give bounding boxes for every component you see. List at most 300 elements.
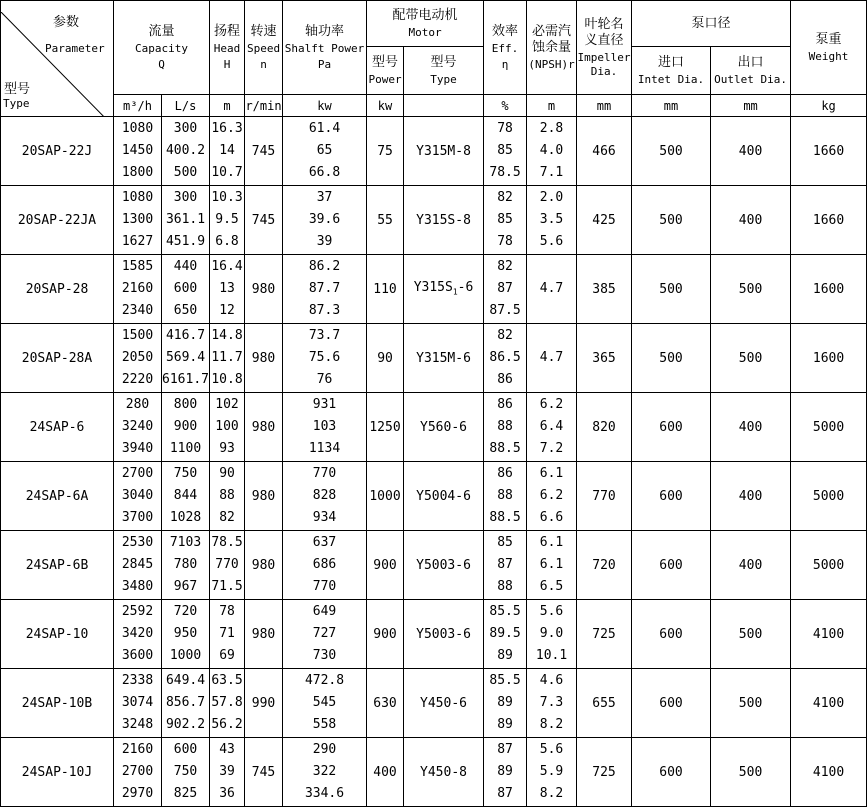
- capacity-ls-cell-value: 902.2: [165, 717, 206, 732]
- capacity-m3h-cell-value: 3420: [121, 626, 154, 641]
- table-row: [1, 600, 867, 669]
- npsh-cell-value: 6.1: [539, 466, 564, 481]
- head-cell-value: 78: [219, 604, 235, 619]
- head-cell: [210, 669, 245, 738]
- head-cell: [210, 600, 245, 669]
- weight-cell: 1660: [791, 186, 867, 255]
- head-cell-value: 78.5: [211, 535, 243, 550]
- capacity-ls-cell: [162, 531, 210, 600]
- npsh-cell-value: 4.7: [539, 350, 564, 365]
- outlet-cell: 400: [711, 462, 791, 531]
- npsh-cell-value: 6.2: [539, 397, 564, 412]
- shaft-power-cell: [283, 117, 367, 186]
- motor-type-cell: Y5004-6: [404, 462, 484, 531]
- speed-cell: 745: [245, 738, 283, 807]
- model-cell: 24SAP-6B: [1, 531, 114, 600]
- efficiency-cell-value: 85.5: [489, 673, 521, 688]
- inlet-cell: 600: [632, 738, 711, 807]
- npsh-cell: [527, 393, 577, 462]
- head-cell-value: 10.8: [211, 372, 243, 387]
- shaft-power-cell-value: 37: [316, 190, 333, 205]
- shaft-power-cell: [283, 324, 367, 393]
- capacity-m3h-cell: [114, 324, 162, 393]
- model-cell: 20SAP-28A: [1, 324, 114, 393]
- npsh-cell-value: 8.2: [539, 786, 564, 801]
- impeller-header: [577, 1, 632, 95]
- weight-cell: 1600: [791, 255, 867, 324]
- capacity-m3h-cell-value: 1450: [121, 143, 154, 158]
- table-row: [1, 531, 867, 600]
- efficiency-cell-value: 89.5: [489, 626, 521, 641]
- motor-type-cell: Y5003-6: [404, 600, 484, 669]
- port-header: [632, 1, 791, 47]
- model-cell: 20SAP-28: [1, 255, 114, 324]
- unit-outlet: mm: [711, 95, 791, 117]
- impeller-cell: 720: [577, 531, 632, 600]
- efficiency-cell: [484, 600, 527, 669]
- inlet-cell: 600: [632, 462, 711, 531]
- motor-type-cell: Y560-6: [404, 393, 484, 462]
- shaft-power-cell-value: 686: [312, 557, 337, 572]
- efficiency-cell-value: 78.5: [489, 165, 521, 180]
- speed-cell: 980: [245, 255, 283, 324]
- head-cell-value: 9.5: [215, 212, 239, 227]
- table-row: [1, 186, 867, 255]
- head-cell-value: 14.8: [211, 328, 243, 343]
- capacity-m3h-cell-value: 1080: [121, 121, 154, 136]
- head-en: Head: [213, 42, 241, 55]
- shaft-power-cell-value: 558: [312, 717, 337, 732]
- capacity-ls-cell-value: 800: [173, 397, 198, 412]
- capacity-ls-cell-value: 569.4: [165, 350, 206, 365]
- head-cell-value: 102: [215, 397, 239, 412]
- weight-en: Weight: [808, 50, 849, 63]
- power-header: [283, 1, 367, 95]
- power-zh: 轴功率: [305, 24, 345, 39]
- head-cell-value: 14: [219, 143, 235, 158]
- capacity-m3h-cell-value: 2700: [121, 764, 154, 779]
- head-cell-value: 93: [219, 441, 235, 456]
- capacity-ls-cell: [162, 117, 210, 186]
- shaft-power-cell-value: 39: [316, 234, 333, 249]
- capacity-ls-cell-value: 500: [173, 165, 198, 180]
- speed-cell: 980: [245, 531, 283, 600]
- npsh-zh1: 必需汽: [532, 24, 572, 39]
- inlet-header: [632, 47, 711, 95]
- capacity-ls-cell-value: 844: [173, 488, 198, 503]
- efficiency-cell-value: 85: [497, 535, 513, 550]
- shaft-power-cell-value: 87.3: [308, 303, 341, 318]
- efficiency-cell: [484, 255, 527, 324]
- npsh-cell-value: 7.2: [539, 441, 564, 456]
- npsh-cell-value: 5.9: [539, 764, 564, 779]
- table-row: [1, 117, 867, 186]
- efficiency-cell-value: 85: [497, 212, 513, 227]
- capacity-ls-cell: [162, 393, 210, 462]
- motor-power-cell: 55: [367, 186, 404, 255]
- model-label-en: Type: [3, 97, 30, 110]
- capacity-ls-cell-value: 720: [173, 604, 198, 619]
- outlet-cell: 500: [711, 669, 791, 738]
- head-cell-value: 71: [219, 626, 235, 641]
- weight-cell: 1600: [791, 324, 867, 393]
- head-cell-value: 57.8: [211, 695, 243, 710]
- capacity-ls-cell: [162, 600, 210, 669]
- npsh-cell: [527, 255, 577, 324]
- npsh-cell-value: 10.1: [535, 648, 568, 663]
- impeller-cell: 725: [577, 600, 632, 669]
- outlet-cell: 400: [711, 117, 791, 186]
- head-sym: H: [223, 58, 231, 71]
- model-label-zh: 型号: [4, 81, 31, 97]
- capacity-ls-cell-value: 650: [173, 303, 198, 318]
- capacity-m3h-cell: [114, 531, 162, 600]
- impeller-zh1: 叶轮名: [584, 17, 624, 32]
- inlet-cell: 600: [632, 531, 711, 600]
- efficiency-cell-value: 86: [497, 466, 513, 481]
- outlet-cell: 400: [711, 186, 791, 255]
- efficiency-cell-value: 86: [497, 397, 513, 412]
- npsh-cell-value: [527, 326, 576, 346]
- shaft-power-cell: [283, 186, 367, 255]
- power-en: Shalft Power: [284, 42, 365, 55]
- table-row: [1, 738, 867, 807]
- shaft-power-cell-value: 727: [312, 626, 337, 641]
- shaft-power-cell-value: 103: [312, 419, 337, 434]
- speed-cell: 980: [245, 462, 283, 531]
- eff-zh: 效率: [492, 24, 519, 39]
- npsh-cell: [527, 462, 577, 531]
- capacity-m3h-cell-value: 2530: [121, 535, 154, 550]
- outlet-cell: 500: [711, 738, 791, 807]
- motor-power-cell: 630: [367, 669, 404, 738]
- npsh-cell-value: 6.1: [539, 535, 564, 550]
- unit-weight: kg: [791, 95, 867, 117]
- outlet-zh: 出口: [737, 55, 764, 70]
- npsh-cell-value: 5.6: [539, 742, 564, 757]
- motor-power-cell: 90: [367, 324, 404, 393]
- outlet-en: Outlet Dia.: [714, 73, 787, 86]
- motor-power-cell: 75: [367, 117, 404, 186]
- inlet-cell: 600: [632, 393, 711, 462]
- efficiency-cell-value: 87: [497, 557, 513, 572]
- eff-sym: η: [501, 58, 509, 71]
- efficiency-cell: [484, 393, 527, 462]
- shaft-power-cell-value: 770: [312, 579, 337, 594]
- capacity-ls-cell-value: 1028: [169, 510, 202, 525]
- shaft-power-cell-value: 934: [312, 510, 337, 525]
- capacity-header: [114, 1, 210, 95]
- head-cell-value: 71.5: [211, 579, 243, 594]
- motor-power-cell: 110: [367, 255, 404, 324]
- capacity-ls-cell-value: 361.1: [165, 212, 206, 227]
- efficiency-cell: [484, 738, 527, 807]
- table-row: [1, 393, 867, 462]
- capacity-m3h-cell-value: 2700: [121, 466, 154, 481]
- speed-cell: 980: [245, 600, 283, 669]
- capacity-ls-cell-value: 780: [173, 557, 198, 572]
- model-cell: 20SAP-22JA: [1, 186, 114, 255]
- npsh-cell-value: 5.6: [539, 604, 564, 619]
- weight-cell: 5000: [791, 393, 867, 462]
- speed-cell: 980: [245, 393, 283, 462]
- impeller-cell: 655: [577, 669, 632, 738]
- motor-zh: 配带电动机: [392, 8, 458, 23]
- shaft-power-cell-value: 65: [316, 143, 333, 158]
- model-cell: 24SAP-10B: [1, 669, 114, 738]
- shaft-power-cell-value: 86.2: [308, 259, 341, 274]
- speed-cell: 745: [245, 117, 283, 186]
- shaft-power-cell: [283, 462, 367, 531]
- capacity-m3h-cell-value: 2338: [121, 673, 154, 688]
- efficiency-cell: [484, 462, 527, 531]
- head-cell: [210, 393, 245, 462]
- npsh-cell-value: 5.6: [539, 234, 564, 249]
- unit-impeller: mm: [577, 95, 632, 117]
- head-cell-value: 10.7: [211, 165, 243, 180]
- capacity-m3h-cell-value: 2050: [121, 350, 154, 365]
- capacity-m3h-cell-value: 3040: [121, 488, 154, 503]
- capacity-ls-cell-value: 856.7: [165, 695, 206, 710]
- param-label-zh: 参数: [53, 14, 80, 30]
- capacity-ls-cell-value: 1100: [169, 441, 202, 456]
- capacity-ls-cell-value: 440: [173, 259, 198, 274]
- capacity-m3h-cell: [114, 669, 162, 738]
- npsh-cell-value: [527, 257, 576, 277]
- efficiency-cell-value: 87.5: [489, 303, 521, 318]
- power-sym: Pa: [317, 58, 332, 71]
- capacity-m3h-cell: [114, 117, 162, 186]
- efficiency-cell: [484, 117, 527, 186]
- npsh-zh2: 蚀余量: [532, 40, 572, 55]
- npsh-cell-value: 6.6: [539, 510, 564, 525]
- capacity-sym: Q: [158, 58, 165, 71]
- weight-header: [791, 1, 867, 95]
- npsh-cell: [527, 738, 577, 807]
- head-cell-value: 43: [219, 742, 235, 757]
- shaft-power-cell-value: 1134: [308, 441, 341, 456]
- efficiency-cell-value: 87: [497, 786, 513, 801]
- shaft-power-cell: [283, 738, 367, 807]
- efficiency-cell-value: 88.5: [489, 441, 521, 456]
- speed-sym: n: [260, 58, 267, 71]
- outlet-cell: 500: [711, 324, 791, 393]
- npsh-cell: [527, 117, 577, 186]
- capacity-m3h-cell: [114, 738, 162, 807]
- head-cell: [210, 255, 245, 324]
- capacity-ls-cell: [162, 324, 210, 393]
- impeller-cell: 770: [577, 462, 632, 531]
- npsh-cell-value: 6.1: [539, 557, 564, 572]
- motor-power-en: Power: [368, 73, 402, 86]
- weight-zh: 泵重: [815, 32, 842, 47]
- efficiency-cell-value: 82: [497, 259, 513, 274]
- model-cell: 24SAP-6: [1, 393, 114, 462]
- npsh-en: (NPSH)r: [528, 58, 575, 71]
- efficiency-cell-value: 86.5: [489, 350, 521, 365]
- motor-type-header: [404, 47, 484, 95]
- head-cell-value: 69: [219, 648, 235, 663]
- impeller-en2: Dia.: [590, 65, 618, 78]
- capacity-zh: 流量: [148, 24, 175, 39]
- motor-type-cell: Y315M-6: [404, 324, 484, 393]
- motor-power-cell: 900: [367, 531, 404, 600]
- outlet-header: [711, 47, 791, 95]
- capacity-ls-cell-value: 649.4: [165, 673, 206, 688]
- efficiency-cell: [484, 669, 527, 738]
- capacity-m3h-cell-value: 3480: [121, 579, 154, 594]
- npsh-cell: [527, 186, 577, 255]
- unit-inlet: mm: [632, 95, 711, 117]
- speed-cell: 980: [245, 324, 283, 393]
- motor-type-cell: $Y315S_1-6$: [404, 255, 484, 324]
- capacity-ls-cell-value: 7103: [169, 535, 202, 550]
- capacity-m3h-cell-value: 2160: [121, 742, 154, 757]
- head-cell-value: 6.8: [215, 234, 239, 249]
- model-cell: 24SAP-10: [1, 600, 114, 669]
- capacity-ls-cell: [162, 462, 210, 531]
- motor-power-cell: 900: [367, 600, 404, 669]
- npsh-cell-value: [527, 301, 576, 321]
- speed-header: [245, 1, 283, 95]
- capacity-en: Capacity: [135, 42, 188, 55]
- capacity-ls-cell-value: 825: [173, 786, 198, 801]
- shaft-power-cell-value: 472.8: [304, 673, 345, 688]
- capacity-ls-cell-value: 300: [173, 121, 198, 136]
- motor-header: [367, 1, 484, 47]
- efficiency-cell-value: 89: [497, 648, 513, 663]
- head-cell: [210, 738, 245, 807]
- npsh-cell-value: 3.5: [539, 212, 564, 227]
- motor-type-cell: Y450-8: [404, 738, 484, 807]
- head-cell-value: 13: [219, 281, 235, 296]
- head-cell-value: 82: [219, 510, 235, 525]
- capacity-ls-cell-value: 1000: [169, 648, 202, 663]
- npsh-cell-value: [527, 370, 576, 390]
- shaft-power-cell-value: 39.6: [308, 212, 341, 227]
- capacity-ls-cell-value: 600: [173, 281, 198, 296]
- shaft-power-cell-value: 61.4: [308, 121, 341, 136]
- efficiency-cell-value: 88: [497, 419, 513, 434]
- efficiency-cell-value: 89: [497, 717, 513, 732]
- head-cell: [210, 462, 245, 531]
- shaft-power-cell-value: 931: [312, 397, 337, 412]
- capacity-m3h-cell-value: 1627: [121, 234, 154, 249]
- npsh-cell-value: 6.4: [539, 419, 564, 434]
- weight-cell: 4100: [791, 669, 867, 738]
- motor-power-header: [367, 47, 404, 95]
- efficiency-cell-value: 88: [497, 579, 513, 594]
- motor-power-cell: 1000: [367, 462, 404, 531]
- impeller-cell: 385: [577, 255, 632, 324]
- npsh-cell-value: 2.8: [539, 121, 564, 136]
- motor-power-cell: 1250: [367, 393, 404, 462]
- capacity-m3h-cell-value: 3248: [121, 717, 154, 732]
- head-cell: [210, 117, 245, 186]
- capacity-ls-cell-value: 300: [173, 190, 198, 205]
- shaft-power-cell-value: 730: [312, 648, 337, 663]
- head-cell-value: 12: [219, 303, 235, 318]
- eff-en: Eff.: [491, 42, 519, 55]
- motor-type-cell: Y450-6: [404, 669, 484, 738]
- outlet-cell: 500: [711, 255, 791, 324]
- shaft-power-cell: [283, 669, 367, 738]
- head-cell-value: 90: [219, 466, 235, 481]
- capacity-m3h-cell-value: 2220: [121, 372, 154, 387]
- shaft-power-cell-value: 73.7: [308, 328, 341, 343]
- npsh-cell-value: 2.0: [539, 190, 564, 205]
- motor-type-cell: Y5003-6: [404, 531, 484, 600]
- capacity-m3h-cell-value: 1080: [121, 190, 154, 205]
- capacity-m3h-cell: [114, 255, 162, 324]
- capacity-m3h-cell-value: 3074: [121, 695, 154, 710]
- capacity-m3h-cell-value: 2845: [121, 557, 154, 572]
- table-row: [1, 462, 867, 531]
- unit-motor-type: [404, 95, 484, 117]
- capacity-ls-cell: [162, 186, 210, 255]
- capacity-ls-cell-value: 967: [173, 579, 198, 594]
- table-row: [1, 324, 867, 393]
- capacity-ls-cell: [162, 669, 210, 738]
- unit-head: m: [210, 95, 245, 117]
- head-cell: [210, 324, 245, 393]
- capacity-m3h-cell-value: 1585: [121, 259, 154, 274]
- impeller-en1: Impeller: [577, 51, 631, 64]
- head-cell-value: 63.5: [211, 673, 243, 688]
- inlet-cell: 500: [632, 324, 711, 393]
- npsh-cell: [527, 324, 577, 393]
- impeller-cell: 425: [577, 186, 632, 255]
- capacity-m3h-cell-value: 3940: [121, 441, 154, 456]
- unit-npsh: m: [527, 95, 577, 117]
- head-cell-value: 88: [219, 488, 235, 503]
- capacity-ls-cell: [162, 738, 210, 807]
- efficiency-cell: [484, 324, 527, 393]
- unit-motor-power: kw: [367, 95, 404, 117]
- head-cell-value: 16.3: [211, 121, 243, 136]
- npsh-cell-value: 8.2: [539, 717, 564, 732]
- shaft-power-cell: [283, 393, 367, 462]
- inlet-cell: 600: [632, 669, 711, 738]
- capacity-m3h-cell-value: 2160: [121, 281, 154, 296]
- motor-type-en: Type: [430, 73, 457, 86]
- speed-zh: 转速: [250, 24, 277, 39]
- shaft-power-cell-value: 66.8: [308, 165, 341, 180]
- capacity-m3h-cell-value: 1500: [121, 328, 154, 343]
- shaft-power-cell-value: 75.6: [308, 350, 341, 365]
- impeller-cell: 466: [577, 117, 632, 186]
- shaft-power-cell: [283, 531, 367, 600]
- npsh-cell-value: 4.7: [539, 281, 564, 296]
- head-cell-value: 36: [219, 786, 235, 801]
- npsh-cell-value: 7.1: [539, 165, 564, 180]
- impeller-cell: 820: [577, 393, 632, 462]
- capacity-ls-cell-value: 900: [173, 419, 198, 434]
- model-cell: 24SAP-6A: [1, 462, 114, 531]
- efficiency-cell-value: 85.5: [489, 604, 521, 619]
- inlet-cell: 500: [632, 255, 711, 324]
- shaft-power-cell-value: 545: [312, 695, 337, 710]
- efficiency-cell: [484, 531, 527, 600]
- head-cell-value: 16.4: [211, 259, 243, 274]
- shaft-power-cell-value: 322: [312, 764, 337, 779]
- capacity-ls-cell: [162, 255, 210, 324]
- head-cell: [210, 531, 245, 600]
- model-cell: 24SAP-10J: [1, 738, 114, 807]
- impeller-zh2: 义直径: [584, 33, 624, 48]
- capacity-m3h-cell-value: 1800: [121, 165, 154, 180]
- capacity-m3h-cell-value: 1300: [121, 212, 154, 227]
